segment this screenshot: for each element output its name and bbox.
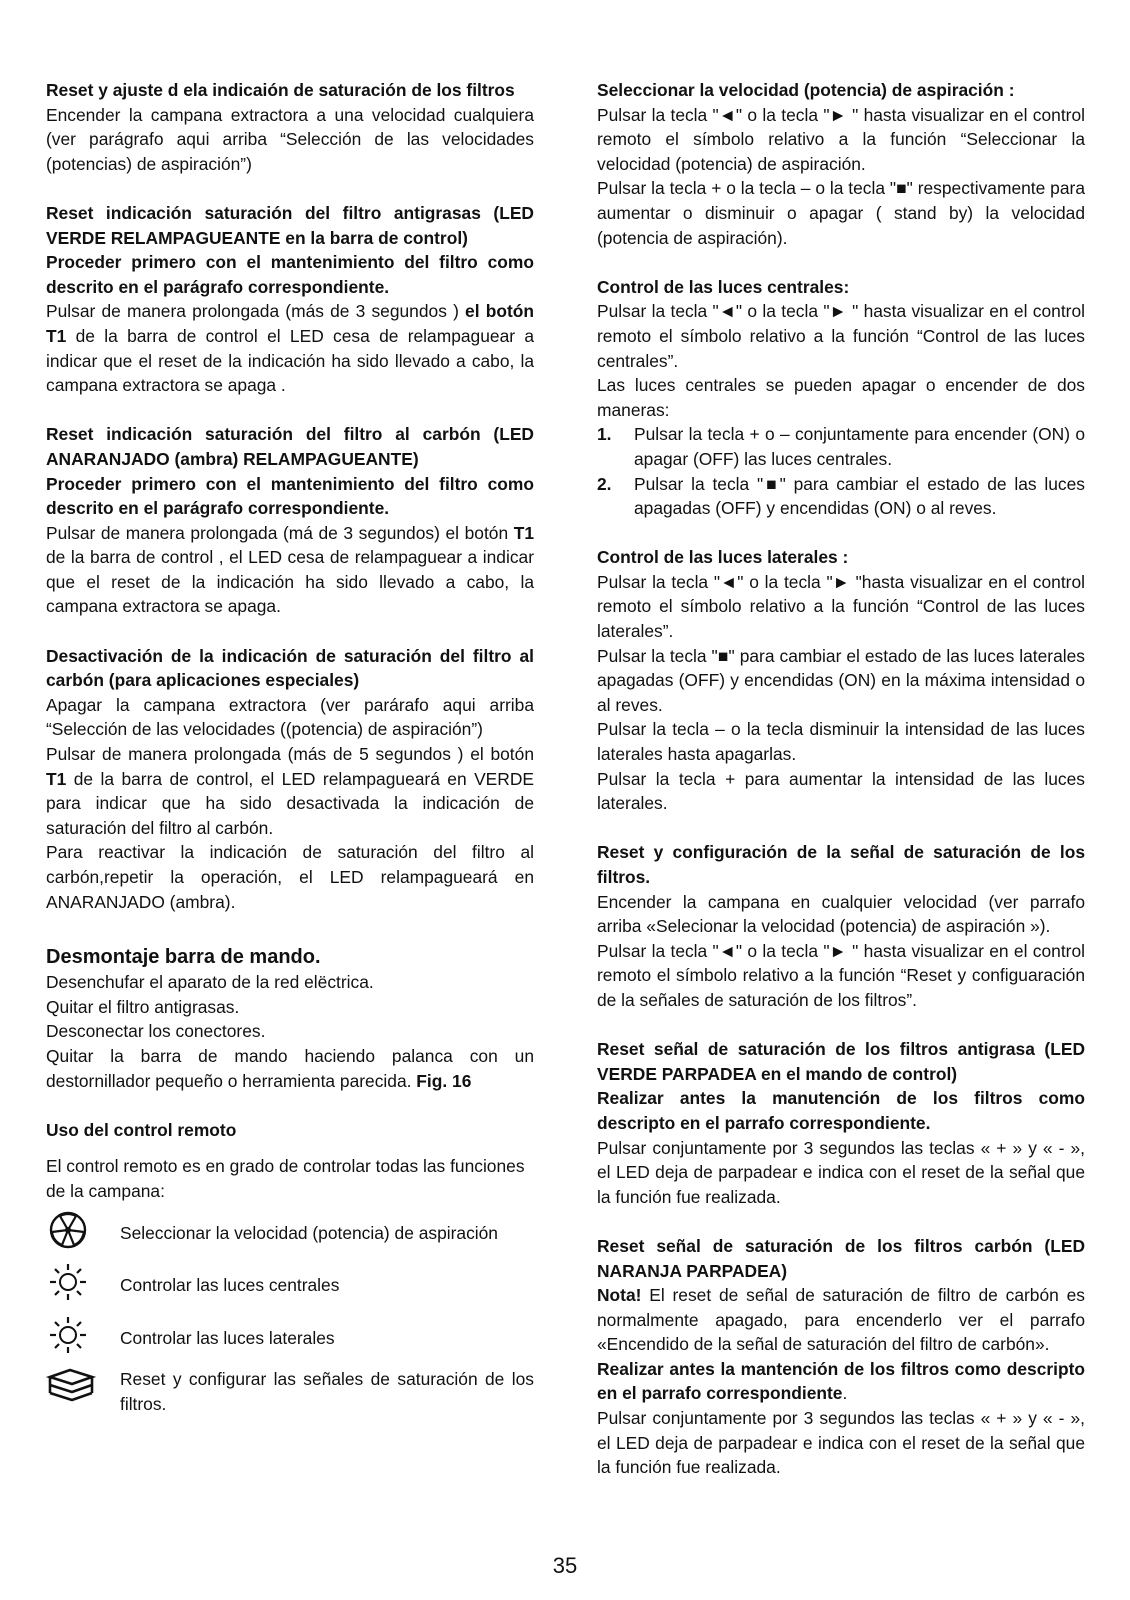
- paragraph: Desenchufar el aparato de la red elëctrica.: [46, 972, 374, 993]
- paragraph: Las luces centrales se pueden apagar o encender de dos maneras:: [597, 375, 1085, 420]
- paragraph: Pulsar la tecla "◄" o la tecla "► "hasta visualizar en el control remoto el símbolo relativo a la función “Control de las luces laterales”.: [597, 571, 1085, 642]
- paragraph: Pulsar de manera prolongada (más de 3 segundos ) el botón T1 de la barra de control el LED cesa de relampaguear a indicar que el reset de la indicación ha sido llevado a cabo, la campana extractora se apaga .: [46, 301, 534, 396]
- list-item: [46, 1262, 534, 1309]
- paragraph: Nota! El reset de señal de saturación de filtro de carbón es normalmente apagado, para encenderlo ver el parrafo «Encendido de la señal de saturación del filtro de carbón».: [597, 1285, 1085, 1355]
- section-heading: Uso del control remoto: [46, 1119, 237, 1140]
- left-column: [46, 78, 534, 1417]
- paragraph: Pulsar de manera prolongada (más de 5 segundos ) el botón T1 de la barra de control, el LED relampagueará en VERDE para indicar que ha sido desactivada la indicación de saturación del filtro al carbón.: [46, 744, 534, 838]
- section-heading: Reset y configuración de la señal de saturación de los filtros.: [597, 842, 1085, 887]
- paragraph: Pulsar la tecla "◄" o la tecla "► " hasta visualizar en el control remoto el símbolo relativo a la función “Reset y configuaración de la señales de saturación de los filtros”.: [597, 940, 1085, 1010]
- paragraph: Desconectar los conectores.: [46, 1021, 266, 1042]
- paragraph: Pulsar conjuntamente por 3 segundos las teclas « + » y « - », el LED deja de parpadear e indica con el reset de la señal que la función fue realizada.: [597, 1408, 1085, 1478]
- remote-functions-list: [46, 1210, 534, 1417]
- section-heading: Reset indicación saturación del filtro antigrasas (LED VERDE RELAMPAGUEANTE en la barra de control): [46, 202, 534, 248]
- section-heading: Desactivación de la indicación de saturación del filtro al carbón (para aplicaciones especiales): [46, 645, 534, 691]
- paragraph: Pulsar la tecla + para aumentar la intensidad de las luces laterales.: [597, 768, 1085, 814]
- numbered-list: [597, 422, 1085, 520]
- section-heading: Control de las luces laterales :: [597, 547, 849, 568]
- fan-icon: [46, 1210, 120, 1257]
- bold-note: Realizar antes la manutención de los filtros como descripto en el parrafo correspondiente.: [597, 1088, 1085, 1133]
- list-item-label: Controlar las luces centrales: [120, 1275, 340, 1296]
- filter-stack-icon: [46, 1367, 120, 1416]
- section-title: Desmontaje barra de mando.: [46, 946, 321, 969]
- list-item: [46, 1315, 534, 1362]
- page-number: 35: [552, 1553, 578, 1578]
- section-heading: Seleccionar la velocidad (potencia) de aspiración :: [597, 80, 1015, 100]
- list-item-label: Reset y configurar las señales de saturación de los filtros.: [120, 1369, 534, 1414]
- paragraph: Quitar la barra de mando haciendo palanca con un destornillador pequeño o herramienta parecida. Fig. 16: [46, 1045, 534, 1091]
- paragraph: El control remoto es en grado de controlar todas las funciones de la campana:: [46, 1156, 525, 1201]
- list-item: [46, 1367, 534, 1416]
- list-item: 1. Pulsar la tecla + o – conjuntamente para encender (ON) o apagar (OFF) las luces centrales.: [597, 424, 1085, 469]
- paragraph: Quitar el filtro antigrasas.: [46, 996, 240, 1017]
- section-heading: Reset señal de saturación de los filtros antigrasa (LED VERDE PARPADEA en el mando de control): [597, 1039, 1085, 1084]
- paragraph: Encender la campana en cualquier velocidad (ver parrafo arriba «Selecionar la velocidad (potencia) de aspiración »).: [597, 891, 1085, 937]
- central-light-icon: [46, 1262, 120, 1309]
- right-column: [597, 78, 1085, 1480]
- paragraph: Apagar la campana extractora (ver parárafo aqui arriba “Selección de las velocidades ((potencia) de aspiración”): [46, 694, 534, 740]
- side-light-icon: [46, 1315, 120, 1362]
- bold-note: Realizar antes la mantención de los filtros como descripto en el parrafo correspondiente.: [597, 1358, 1085, 1404]
- section-heading: Reset señal de saturación de los filtros carbón (LED NARANJA PARPADEA): [597, 1235, 1085, 1281]
- paragraph: Pulsar de manera prolongada (má de 3 segundos) el botón T1 de la barra de control , el LED cesa de relampaguear a indicar que el reset de la indicación ha sido llevado a cabo, la campana extractora se apaga.: [46, 522, 534, 617]
- paragraph: Pulsar la tecla "◄" o la tecla "► " hasta visualizar en el control remoto el símbolo relativo a la función “Seleccionar la velocidad (potencia) de aspiración.: [597, 104, 1085, 174]
- list-item-label: Seleccionar la velocidad (potencia) de aspiración: [120, 1222, 498, 1243]
- bold-note: Proceder primero con el mantenimiento del filtro como descrito en el parágrafo correspondiente.: [46, 252, 534, 297]
- paragraph: Pulsar la tecla "◄" o la tecla "► " hasta visualizar en el control remoto el símbolo relativo a la función “Control de las luces centrales”.: [597, 301, 1085, 371]
- list-item: 2. Pulsar la tecla "■" para cambiar el estado de las luces apagadas (OFF) y encendidas (ON) o al reves.: [597, 473, 1085, 519]
- section-heading: Control de las luces centrales:: [597, 276, 850, 297]
- section-heading: Reset y ajuste d ela indicaión de saturación de los filtros: [46, 80, 515, 100]
- list-item: [46, 1210, 534, 1257]
- section-heading: Reset indicación saturación del filtro al carbón (LED ANARANJADO (ambra) RELAMPAGUEANTE): [46, 424, 534, 469]
- paragraph: Pulsar conjuntamente por 3 segundos las teclas « + » y « - », el LED deja de parpadear e indica con el reset de la señal que la función fue realizada.: [597, 1137, 1085, 1207]
- paragraph: Encender la campana extractora a una velocidad cualquiera (ver parágrafo aqui arriba “Selección de las velocidades (potencias) de aspiración”): [46, 104, 534, 174]
- list-item-label: Controlar las luces laterales: [120, 1327, 335, 1348]
- paragraph: Pulsar la tecla "■" para cambiar el estado de las luces laterales apagadas (OFF) y encendidas (ON) en la máxima intensidad o al reves.: [597, 645, 1085, 715]
- paragraph: Pulsar la tecla – o la tecla disminuir la intensidad de las luces laterales hasta apagarlas.: [597, 719, 1085, 765]
- paragraph: Pulsar la tecla + o la tecla – o la tecla "■" respectivamente para aumentar o disminuir o apagar ( stand by) la velocidad (potencia de aspiración).: [597, 178, 1085, 248]
- bold-note: Proceder primero con el mantenimiento del filtro como descrito en el parágrafo correspondiente.: [46, 473, 534, 519]
- paragraph: Para reactivar la indicación de saturación del filtro al carbón,repetir la operación, el LED relampagueará en ANARANJADO (ambra).: [46, 842, 534, 912]
